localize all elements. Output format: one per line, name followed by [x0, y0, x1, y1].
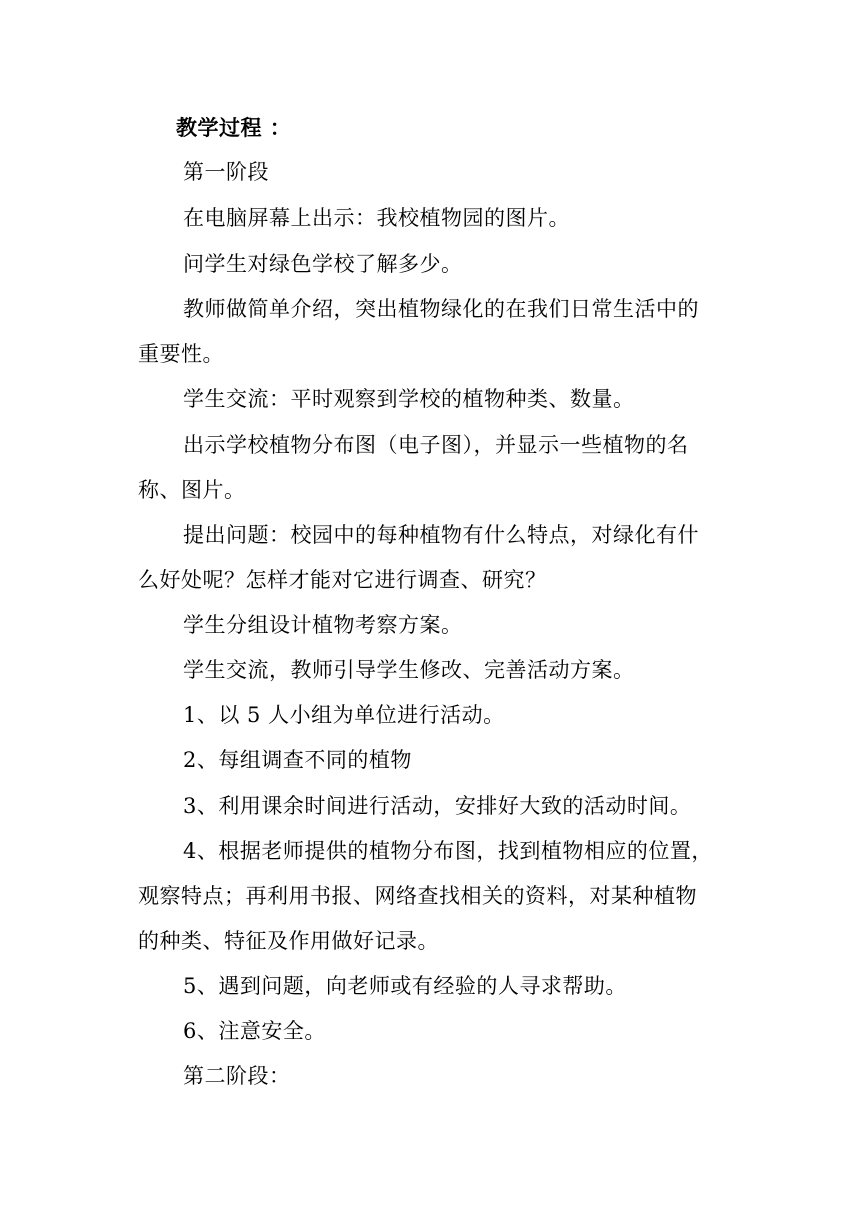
list-item: 6、注意安全。	[183, 1019, 326, 1043]
section-heading: 教学过程 ：	[176, 115, 292, 140]
paragraph-line: 教师做简单介绍，突出植物绿化的在我们日常生活中的	[183, 297, 699, 321]
paragraph-line: 问学生对绿色学校了解多少。	[183, 252, 463, 276]
paragraph-line: 学生交流：平时观察到学校的植物种类、数量。	[183, 387, 635, 411]
paragraph-line: 第二阶段：	[183, 1064, 291, 1088]
paragraph-line: 提出问题：校园中的每种植物有什么特点，对绿化有什	[183, 523, 699, 547]
list-item: 4、根据老师提供的植物分布图，找到植物相应的位置，	[183, 839, 713, 863]
paragraph-line: 学生交流，教师引导学生修改、完善活动方案。	[183, 658, 635, 682]
list-item: 3、利用课余时间进行活动，安排好大致的活动时间。	[183, 794, 692, 818]
paragraph-line: 学生分组设计植物考察方案。	[183, 613, 463, 637]
paragraph-line: 重要性。	[138, 342, 224, 366]
paragraph-line: 么好处呢？怎样才能对它进行调查、研究？	[138, 568, 547, 592]
paragraph-line: 在电脑屏幕上出示：我校植物园的图片。	[183, 206, 570, 230]
paragraph-line: 第一阶段	[183, 160, 269, 184]
paragraph-line: 观察特点；再利用书报、网络查找相关的资料，对某种植物	[138, 884, 697, 908]
paragraph-line: 称、图片。	[138, 478, 246, 502]
paragraph-line: 的种类、特征及作用做好记录。	[138, 929, 439, 953]
list-item: 1、以 5 人小组为单位进行活动。	[183, 703, 505, 727]
list-item: 5、遇到问题，向老师或有经验的人寻求帮助。	[183, 974, 627, 998]
paragraph-line: 出示学校植物分布图（电子图），并显示一些植物的名	[183, 433, 689, 457]
list-item: 2、每组调查不同的植物	[183, 748, 412, 772]
